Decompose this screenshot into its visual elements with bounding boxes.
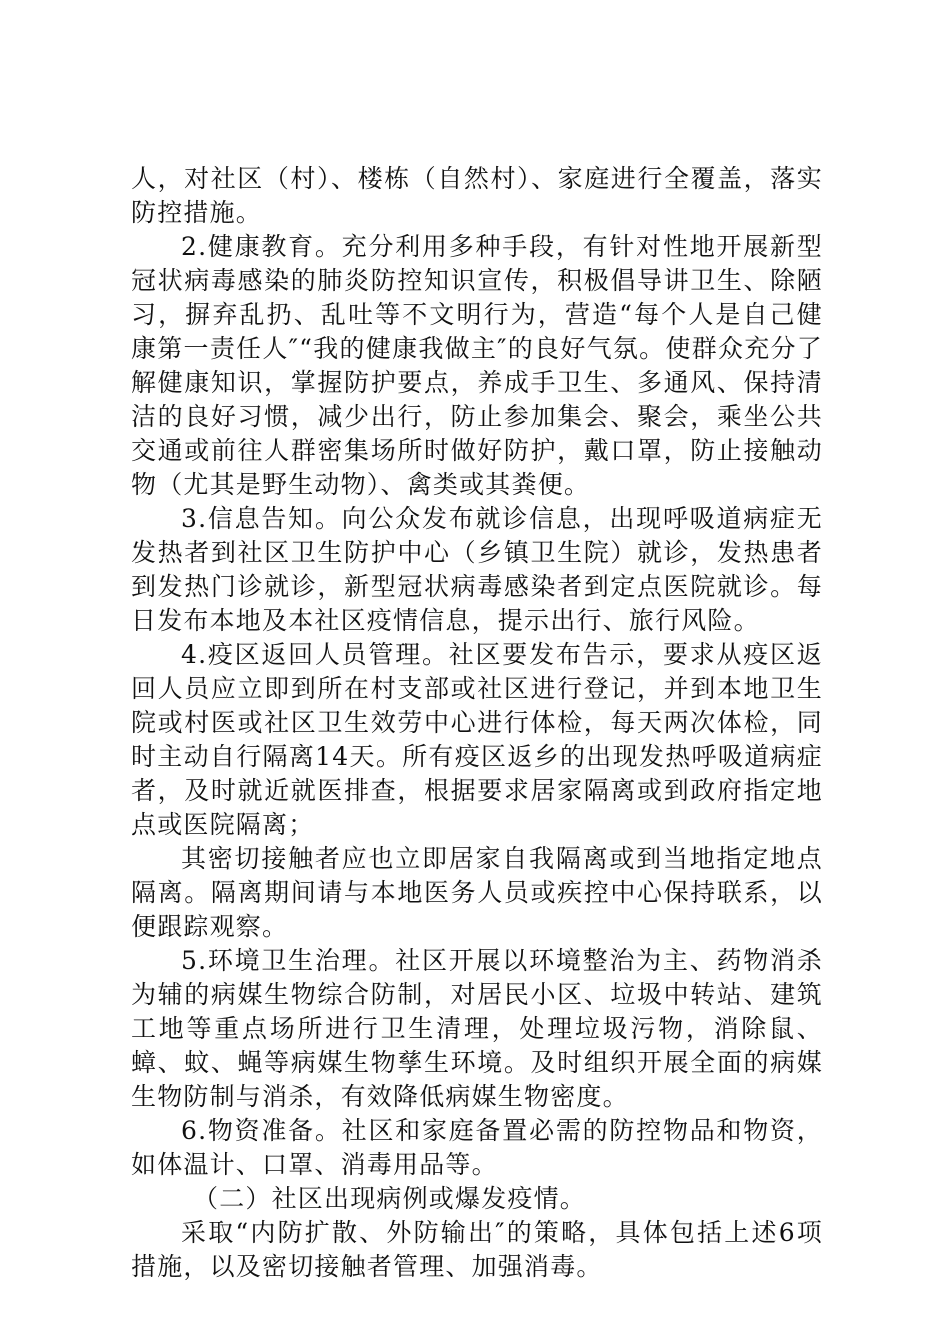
paragraph-information-notice: 3.信息告知。向公众发布就诊信息，出现呼吸道病症无发热者到社区卫生防护中心（乡镇卫生院）就诊，发热患者到发热门诊就诊，新型冠状病毒感染者到定点医院就诊。每日发布本地及本社区疫情信息，提示出行、旅行风险。 — [131, 504, 823, 635]
section-heading-outbreak: （二）社区出现病例或爆发疫情。 — [193, 1184, 587, 1213]
paragraph-continuation: 人，对社区（村）、楼栋（自然村）、家庭进行全覆盖，落实防控措施。 — [131, 164, 823, 227]
document-body — [131, 162, 823, 1284]
paragraph-outbreak-strategy: 采取“内防扩散、外防输出″的策略，具体包括上述6项措施，以及密切接触者管理、加强消毒。 — [131, 1218, 823, 1281]
paragraph-supplies-preparation: 6.物资准备。社区和家庭备置必需的防控物品和物资，如体温计、口罩、消毒用品等。 — [131, 1116, 823, 1179]
paragraph-environment-sanitation: 5.环境卫生治理。社区开展以环境整治为主、药物消杀为辅的病媒生物综合防制，对居民小区、垃圾中转站、建筑工地等重点场所进行卫生清理，处理垃圾污物，消除鼠、蟑、蚊、蝇等病媒生物孳生环境。及时组织开展全面的病媒生物防制与消杀，有效降低病媒生物密度。 — [131, 946, 823, 1111]
paragraph-health-education: 2.健康教育。充分利用多种手段，有针对性地开展新型冠状病毒感染的肺炎防控知识宣传，积极倡导讲卫生、除陋习，摒弃乱扔、乱吐等不文明行为，营造“每个人是自己健康第一责任人″“我的健康我做主″的良好气氛。使群众充分了解健康知识，掌握防护要点，养成手卫生、多通风、保持清洁的良好习惯，减少出行，防止参加集会、聚会，乘坐公共交通或前往人群密集场所时做好防护，戴口罩，防止接触动物（尤其是野生动物）、禽类或其粪便。 — [131, 232, 823, 499]
paragraph-returnee-management: 4.疫区返回人员管理。社区要发布告示，要求从疫区返回人员应立即到所在村支部或社区进行登记，并到本地卫生院或村医或社区卫生效劳中心进行体检，每天两次体检，同时主动自行隔离14天。所有疫区返乡的出现发热呼吸道病症者，及时就近就医排查，根据要求居家隔离或到政府指定地点或医院隔离； — [131, 640, 823, 839]
paragraph-close-contacts: 其密切接触者应也立即居家自我隔离或到当地指定地点隔离。隔离期间请与本地医务人员或疾控中心保持联系，以便跟踪观察。 — [131, 844, 823, 941]
